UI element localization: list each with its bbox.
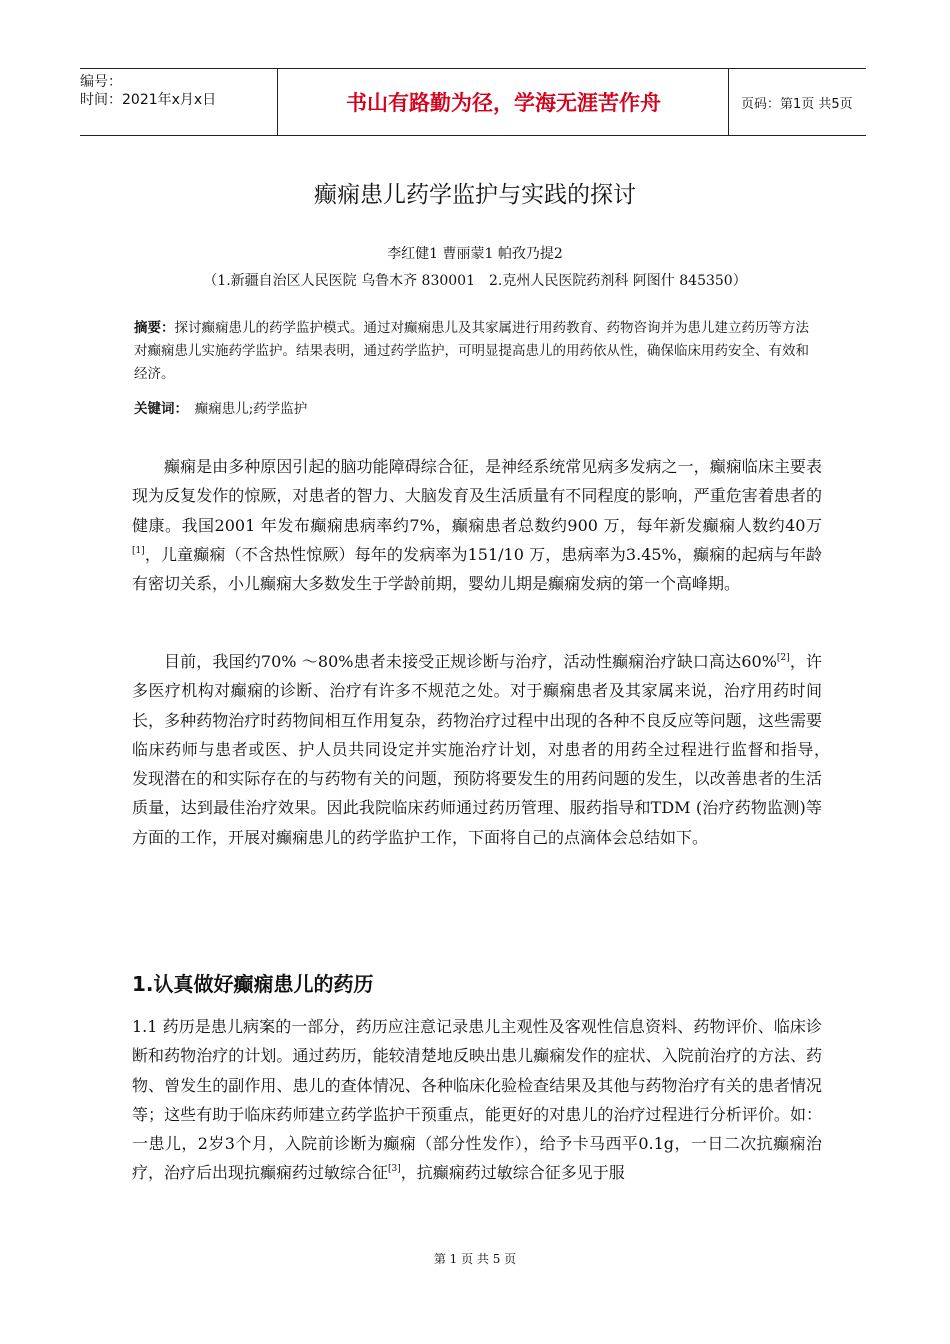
citation-ref: [1] xyxy=(132,545,145,556)
citation-ref: [2] xyxy=(776,653,790,663)
paragraph-text: ，许多医疗机构对癫痫的诊断、治疗有许多不规范之处。对于癫痫患者及其家属来说，治疗用药时间长，多种药物治疗时药物间相互作用复杂，药物治疗过程中出现的各种不良反应等问题，这些需要临床药师与患者或医、护人员共同设定并实施治疗计划，对患者的用药全过程进行监督和指导， 发现潜在的和实际存在的与药物有关的问题，预防将要发生的用药问题的发生，以改善患者的生活质量，达到最佳治疗效果。因此我院临床药师通过药历管理、服药指导和TDM (治疗药物监测)等方面的工作，开展对癫痫患儿的药学监护工作，下面将自己的点滴体会总结如下。 xyxy=(132,652,839,847)
number-label: 编号： xyxy=(80,74,122,90)
affiliations: （1.新疆自治区人民医院 乌鲁木齐 830001 2.克州人民医院药剂科 阿图什 845350） xyxy=(203,273,747,289)
section-heading: 1.认真做好癫痫患儿的药历 xyxy=(132,972,374,996)
header-motto: 书山有路勤为径，学海无涯苦作舟 xyxy=(279,69,729,135)
abstract-text: 探讨癫痫患儿的药学监护模式。通过对癫痫患儿及其家属进行用药教育、药物咨询并为患儿建立药历等方法对癫痫患儿实施药学监护。结果表明，通过药学监护，可明显提高患儿的用药依从性，确保临床用药安全、有效和经济。 xyxy=(134,320,809,382)
header-left-cell xyxy=(80,69,278,135)
paragraph-text: ，抗癫痫药过敏综合征多见于服 xyxy=(400,1163,625,1183)
page-footer: 第 1 页 共 5 页 xyxy=(433,1252,517,1266)
keywords xyxy=(134,397,819,417)
paragraph-text: ，儿童癫痫（不含热性惊厥）每年的发病率为151/10 万，患病率为3.45%，癫痫的起病与年龄有密切关系，小儿癫痫大多数发生于学龄前期，婴幼儿期是癫痫发病的第一个高峰期。 xyxy=(132,544,822,594)
paragraph-text: 癫痫是由多种原因引起的脑功能障碍综合征，是神经系统常见病多发病之一，癫痫临床主要表现为反复发作的惊厥，对患者的智力、大脑发育及生活质量有不同程度的影响，严重危害着患者的健康。我国2001 年发布癫痫患病率约7%，癫痫患者总数约900 万，每年新发癫痫人数约40万 xyxy=(132,457,822,535)
citation-ref: [3] xyxy=(388,1164,401,1175)
body-paragraph-2 xyxy=(132,647,839,852)
authors: 李红健1 曹丽蒙1 帕孜乃提2 xyxy=(387,246,563,262)
abstract xyxy=(134,317,819,386)
body-paragraph-3 xyxy=(132,1012,822,1188)
paragraph-text: 1.1 药历是患儿病案的一部分，药历应注意记录患儿主观性及客观性信息资料、药物评价、临床诊断和药物治疗的计划。通过药历，能较清楚地反映出患儿癫痫发作的症状、入院前治疗的方法、药物、曾发生的副作用、患儿的查体情况、各种临床化验检查结果及其他与药物治疗有关的患者情况等；这些有助于临床药师建立药学监护干预重点，能更好的对患儿的治疗过程进行分析评价。如：一患儿，2岁3个月，入院前诊断为癫痫（部分性发作），给予卡马西平0.1g，一日二次抗癫痫治疗，治疗后出现抗癫痫药过敏综合征 xyxy=(132,1017,822,1183)
header-page-label: 页码：第1页 共5页 xyxy=(741,96,853,112)
keywords-label: 关键词： xyxy=(134,401,182,417)
time-label: 时间：2021年x月x日 xyxy=(80,92,217,108)
body-paragraph-1 xyxy=(132,452,822,598)
paragraph-text: 目前，我国约70% ～80%患者未接受正规诊断与治疗，活动性癫痫治疗缺口高达60% xyxy=(164,652,777,671)
document-header xyxy=(80,68,866,136)
paper-title: 癫痫患儿药学监护与实践的探讨 xyxy=(314,182,636,208)
keywords-text: 癫痫患儿;药学监护 xyxy=(181,401,308,417)
abstract-label: 摘要： xyxy=(134,320,175,336)
